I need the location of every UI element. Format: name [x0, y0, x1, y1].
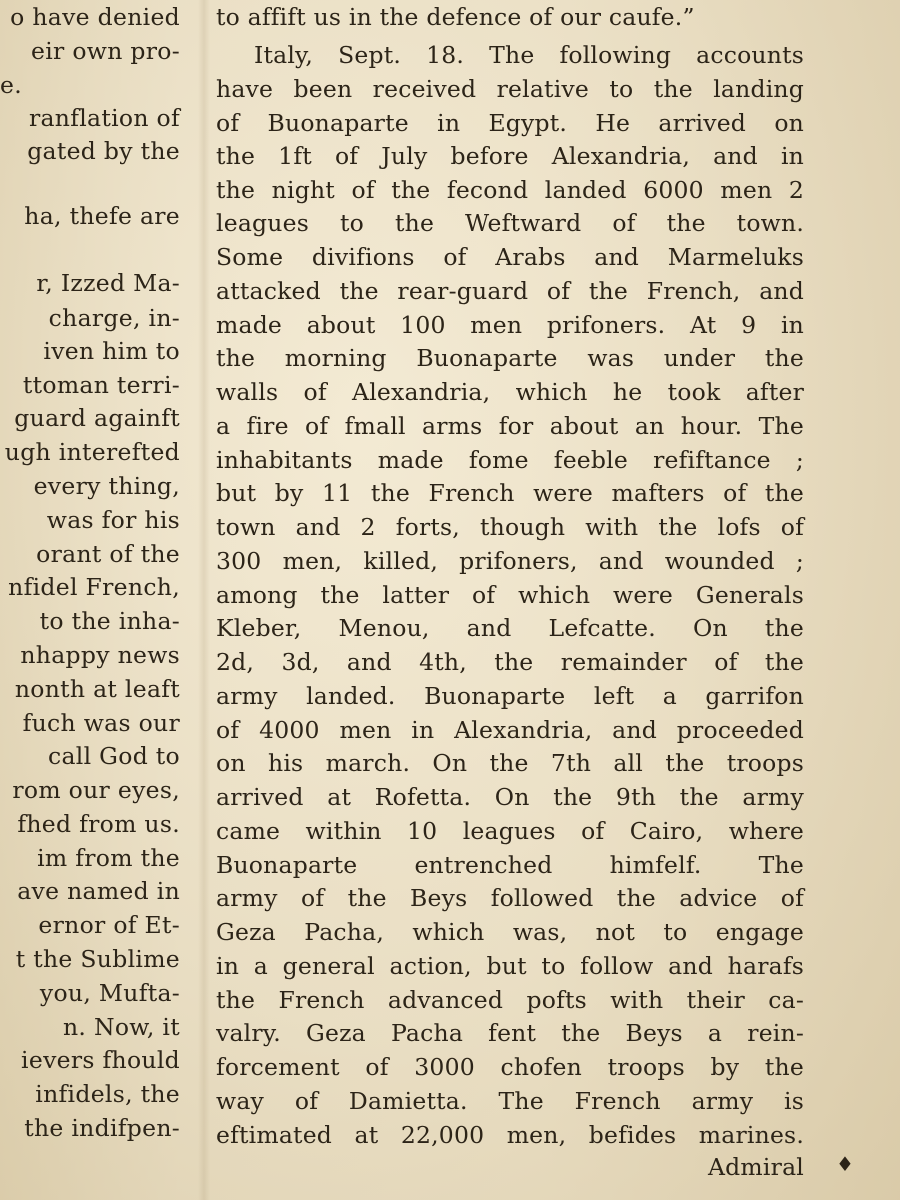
left-line-2: eir own pro-	[31, 37, 180, 65]
main-line-27: army of the Beys followed the advice of	[216, 884, 804, 912]
main-line-1: to affift us in the defence of our caufe.”	[216, 3, 695, 31]
main-line-13: a fire of fmall arms for about an hour. The	[216, 412, 804, 440]
left-line-11: iven him to	[43, 337, 180, 365]
printer-ornament-icon: ♦	[836, 1152, 854, 1176]
main-line-23: on his march. On the 7th all the troops	[216, 749, 804, 777]
main-line-2: Italy, Sept. 18. The following accounts	[254, 41, 804, 69]
left-line-14: ugh interefted	[4, 438, 180, 466]
main-line-9: attacked the rear-guard of the French, and	[216, 277, 804, 305]
left-line-4: ranflation of	[28, 104, 180, 132]
main-line-30: the French advanced pofts with their ca-	[216, 986, 804, 1014]
left-line-10: charge, in-	[48, 304, 180, 332]
main-line-5: the 1ft of July before Alexandria, and in	[216, 142, 804, 170]
main-line-22: of 4000 men in Alexandria, and proceeded	[216, 716, 804, 744]
main-line-34: eftimated at 22,000 men, befides marines.	[216, 1121, 804, 1149]
left-line-27: ave named in	[17, 877, 180, 905]
main-line-21: army landed. Buonaparte left a garrifon	[216, 682, 804, 710]
left-line-23: call God to	[48, 742, 180, 770]
main-line-14: inhabitants made fome feeble refiftance ;	[216, 446, 804, 474]
left-line-19: to the inha-	[39, 607, 180, 635]
left-line-17: orant of the	[36, 540, 180, 568]
left-line-28: ernor of Et-	[38, 911, 180, 939]
left-line-18: nfidel French,	[8, 573, 180, 601]
left-line-29: t the Sublime	[15, 945, 180, 973]
main-line-17: 300 men, killed, prifoners, and wounded ;	[216, 547, 804, 575]
main-line-33: way of Damietta. The French army is	[216, 1087, 804, 1115]
left-line-31: n. Now, it	[62, 1013, 180, 1041]
main-line-6: the night of the fecond landed 6000 men 2	[216, 176, 804, 204]
left-line-1: o have denied	[10, 3, 180, 31]
left-line-13: guard againft	[14, 404, 180, 432]
catchword-admiral: Admiral	[708, 1153, 804, 1181]
left-line-20: nhappy news	[20, 641, 180, 669]
main-line-31: valry. Geza Pacha fent the Beys a rein-	[216, 1019, 804, 1047]
main-line-12: walls of Alexandria, which he took after	[216, 378, 804, 406]
left-line-26: im from the	[37, 844, 180, 872]
left-line-25: fhed from us.	[17, 810, 180, 838]
main-line-11: the morning Buonaparte was under the	[216, 344, 804, 372]
left-line-22: fuch was our	[22, 709, 180, 737]
right-margin	[808, 0, 900, 1200]
column-gutter	[198, 0, 210, 1200]
main-line-26: Buonaparte entrenched himfelf. The	[216, 851, 804, 879]
left-line-24: rom our eyes,	[12, 776, 180, 804]
main-line-16: town and 2 forts, though with the lofs of	[216, 513, 804, 541]
main-line-4: of Buonaparte in Egypt. He arrived on	[216, 109, 804, 137]
main-line-20: 2d, 3d, and 4th, the remainder of the	[216, 648, 804, 676]
left-line-5: gated by the	[27, 137, 180, 165]
left-line-21: nonth at leaft	[14, 675, 180, 703]
left-line-33: infidels, the	[35, 1080, 180, 1108]
left-line-9: r, Izzed Ma-	[36, 269, 180, 297]
main-line-24: arrived at Rofetta. On the 9th the army	[216, 783, 804, 811]
left-line-34: the indifpen-	[24, 1114, 180, 1142]
left-column-text	[0, 0, 186, 1200]
main-column-text	[216, 0, 808, 1200]
left-line-3: e.	[0, 71, 22, 99]
main-line-28: Geza Pacha, which was, not to engage	[216, 918, 804, 946]
main-line-25: came within 10 leagues of Cairo, where	[216, 817, 804, 845]
left-line-12: ttoman terri-	[22, 371, 180, 399]
main-line-19: Kleber, Menou, and Lefcatte. On the	[216, 614, 804, 642]
main-line-32: forcement of 3000 chofen troops by the	[216, 1053, 804, 1081]
left-line-30: you, Mufta-	[39, 979, 180, 1007]
left-line-32: ievers fhould	[21, 1046, 180, 1074]
main-line-15: but by 11 the French were mafters of the	[216, 479, 804, 507]
main-line-3: have been received relative to the landing	[216, 75, 804, 103]
left-line-16: was for his	[46, 506, 180, 534]
main-line-8: Some divifions of Arabs and Marmeluks	[216, 243, 804, 271]
left-line-15: every thing,	[33, 472, 180, 500]
main-line-29: in a general action, but to follow and harafs	[216, 952, 804, 980]
main-line-10: made about 100 men prifoners. At 9 in	[216, 311, 804, 339]
main-line-18: among the latter of which were Generals	[216, 581, 804, 609]
left-line-7: ha, thefe are	[24, 202, 180, 230]
main-line-7: leagues to the Weftward of the town.	[216, 209, 804, 237]
